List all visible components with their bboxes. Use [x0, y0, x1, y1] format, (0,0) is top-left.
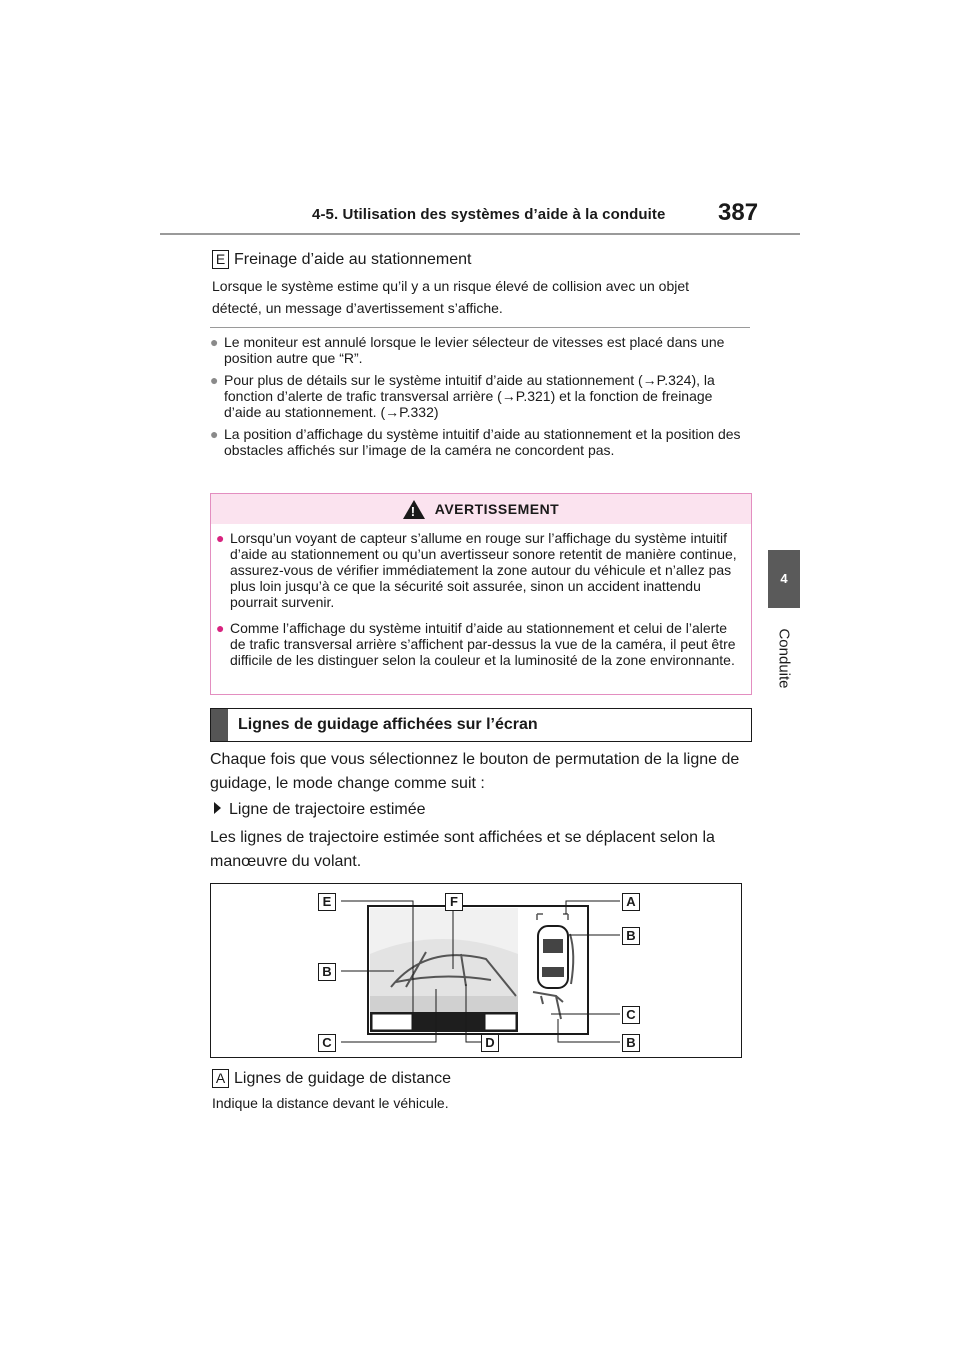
callout-b: B	[318, 963, 336, 981]
page-number: 387	[718, 199, 759, 226]
warning-text: Lorsqu’un voyant de capteur s’allume en rouge sur l’affichage du système intuitif d’aide au stationnement ou qu’un avertisseur sonore retentit de manière continue, assurez-vous de vérifier immédiatement la zone autour du véhicule et n’allez pas plus loin jusqu’à ce que la sécurité soit assurée, sinon un accident inattendu pourrait survenir.	[230, 530, 737, 610]
note-text: Le moniteur est annulé lorsque le levier sélecteur de vitesses est placé dans une position autre que “R”.	[224, 334, 725, 366]
note-text: La position d’affichage du système intuitif d’aide au stationnement et la position des obstacles affichés sur l’image de la caméra ne concordent pas.	[224, 426, 741, 458]
header-divider	[160, 233, 800, 235]
bullet-dot-icon: ●	[216, 530, 225, 546]
warning-title: AVERTISSEMENT	[434, 501, 560, 517]
callout-f: F	[445, 893, 463, 911]
camera-display-illustration	[211, 884, 741, 1057]
note-item	[210, 372, 750, 420]
note-item	[210, 334, 750, 366]
warning-text: Comme l’affichage du système intuitif d’aide au stationnement et celui de l’alerte de trafic transversal arrière s’affichent par-dessus la vue de la caméra, il peut être difficile de les distinguer selon la couleur et la luminosité de la zone environnante.	[230, 620, 736, 668]
callout-d: D	[481, 1034, 499, 1052]
bullet-dot-icon: ●	[216, 620, 225, 636]
header-section-title: 4-5. Utilisation des systèmes d’aide à la conduite	[312, 206, 666, 223]
arrow-right-icon	[214, 802, 221, 814]
item-e-title: Freinage d’aide au stationnement	[234, 250, 472, 268]
item-a	[212, 1069, 752, 1114]
bullet-dot-icon: ●	[210, 372, 219, 388]
camera-display-figure	[210, 883, 742, 1058]
intro-paragraph: Chaque fois que vous sélectionnez le bouton de permutation de la ligne de guidage, le mode change comme suit :	[210, 751, 740, 792]
bullet-dot-icon: ●	[210, 334, 219, 350]
item-e	[212, 250, 752, 319]
warning-header	[211, 494, 751, 524]
notes-divider	[210, 327, 750, 328]
item-a-letter: A	[212, 1069, 229, 1088]
section-marker	[211, 709, 228, 741]
callout-e: E	[318, 893, 336, 911]
item-a-title: Lignes de guidage de distance	[234, 1069, 452, 1087]
callout-c: C	[318, 1034, 336, 1052]
mode-title: Ligne de trajectoire estimée	[229, 801, 426, 818]
warning-triangle-icon: !	[403, 500, 425, 519]
callout-c: C	[622, 1006, 640, 1024]
chapter-label: Conduite	[775, 628, 793, 689]
mode-description: Les lignes de trajectoire estimée sont affichées et se déplacent selon la manœuvre du volant.	[210, 829, 715, 870]
warning-box	[210, 493, 752, 695]
section-heading	[210, 708, 752, 742]
item-a-description: Indique la distance devant le véhicule.	[212, 1095, 449, 1111]
callout-a: A	[622, 893, 640, 911]
note-item	[210, 426, 750, 458]
notes-list	[210, 334, 750, 464]
item-e-description: Lorsque le système estime qu’il y a un risque élevé de collision avec un objet détecté, un message d’avertissement s’affiche.	[212, 278, 690, 316]
callout-b: B	[622, 927, 640, 945]
item-e-letter: E	[212, 250, 229, 269]
warning-item	[216, 620, 746, 668]
callout-b: B	[622, 1034, 640, 1052]
chapter-tab: 4	[768, 550, 800, 608]
section-title: Lignes de guidage affichées sur l’écran	[238, 716, 538, 733]
note-text: Pour plus de détails sur le système intuitif d’aide au stationnement (→P.324), la fonction d’alerte de trafic transversal arrière (→P.321) et la fonction de freinage d’aide au stationnement. (→P.332)	[224, 372, 715, 420]
warning-item	[216, 530, 746, 610]
bullet-dot-icon: ●	[210, 426, 219, 442]
mode-heading	[214, 798, 734, 822]
